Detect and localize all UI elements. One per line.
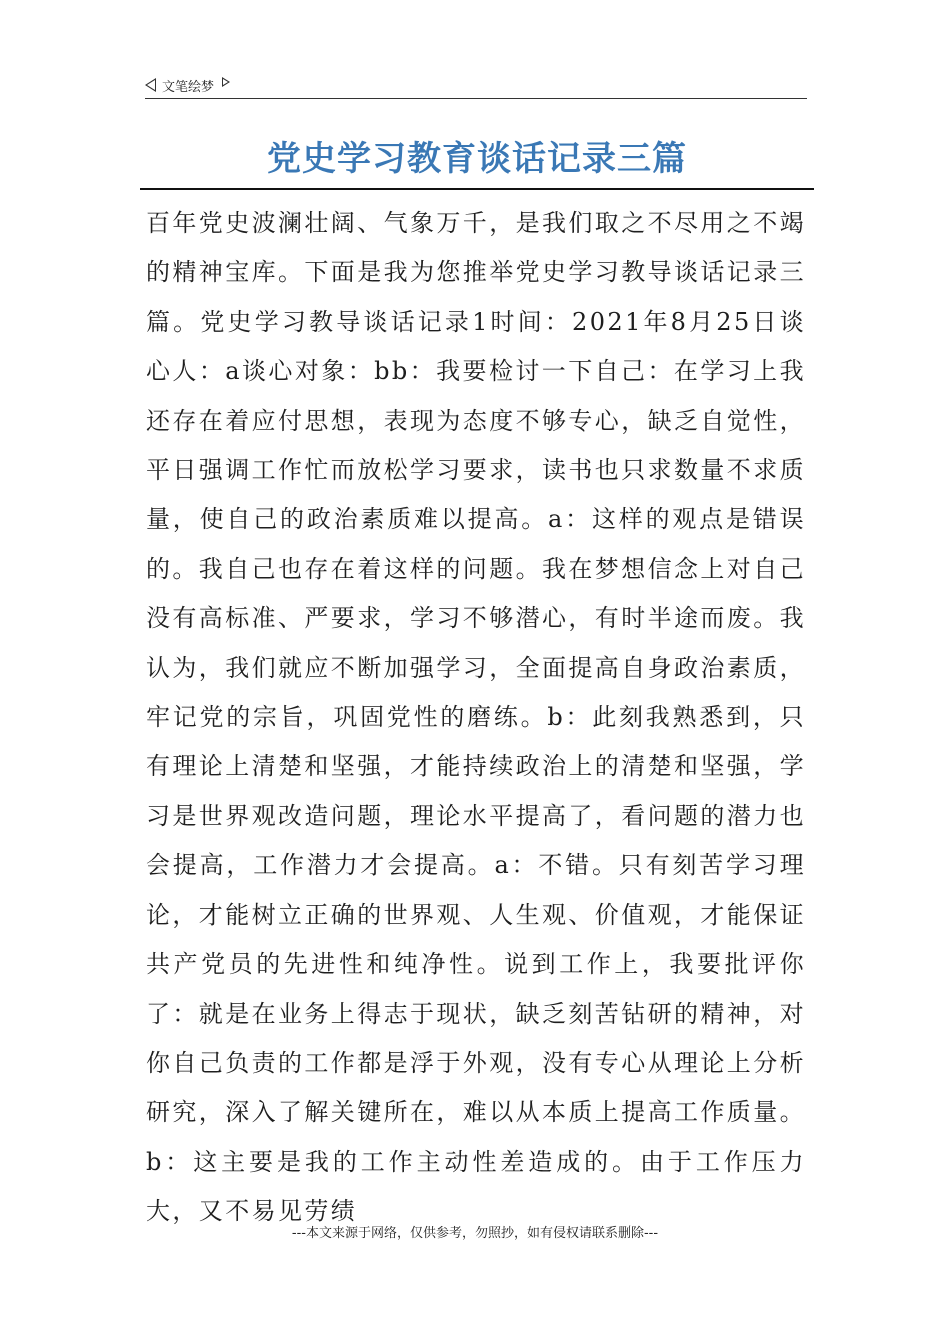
page-header (145, 72, 807, 98)
body-paragraph: 百年党史波澜壮阔、气象万千，是我们取之不尽用之不竭的精神宝库。下面是我为您推举党史学习教导谈话记录三篇。党史学习教导谈话记录1时间：2021年8月25日谈心人：a谈心对象：bb：我要检讨一下自己：在学习上我还存在着应付思想，表现为态度不够专心，缺乏自觉性，平日强调工作忙而放松学习要求，读书也只求数量不求质量，使自己的政治素质难以提高。a：这样的观点是错误的。我自己也存在着这样的问题。我在梦想信念上对自己没有高标准、严要求，学习不够潜心，有时半途而废。我认为，我们就应不断加强学习，全面提高自身政治素质，牢记党的宗旨，巩固党性的磨练。b：此刻我熟悉到，只有理论上清楚和坚强，才能持续政治上的清楚和坚强，学习是世界观改造问题，理论水平提高了，看问题的潜力也会提高，工作潜力才会提高。a：不错。只有刻苦学习理论，才能树立正确的世界观、人生观、价值观，才能保证共产党员的先进性和纯净性。说到工作上，我要批评你了：就是在业务上得志于现状，缺乏刻苦钻研的精神，对你自己负责的工作都是浮于外观，没有专心从理论上分析研究，深入了解关键所在，难以从本质上提高工作质量。b：这主要是我的工作主动性差造成的。由于工作压力大，又不易见劳绩 (146, 209, 806, 1226)
triangle-right-icon (222, 77, 230, 87)
triangle-left-icon (145, 78, 156, 92)
page-footer-disclaimer: ---本文来源于网络，仅供参考，勿照抄，如有侵权请联系删除--- (291, 1226, 659, 1241)
header-divider (145, 98, 807, 99)
document-title: 党史学习教育谈话记录三篇 (267, 139, 687, 179)
header-brand: 文笔绘梦 (162, 79, 215, 95)
title-divider (140, 188, 814, 190)
